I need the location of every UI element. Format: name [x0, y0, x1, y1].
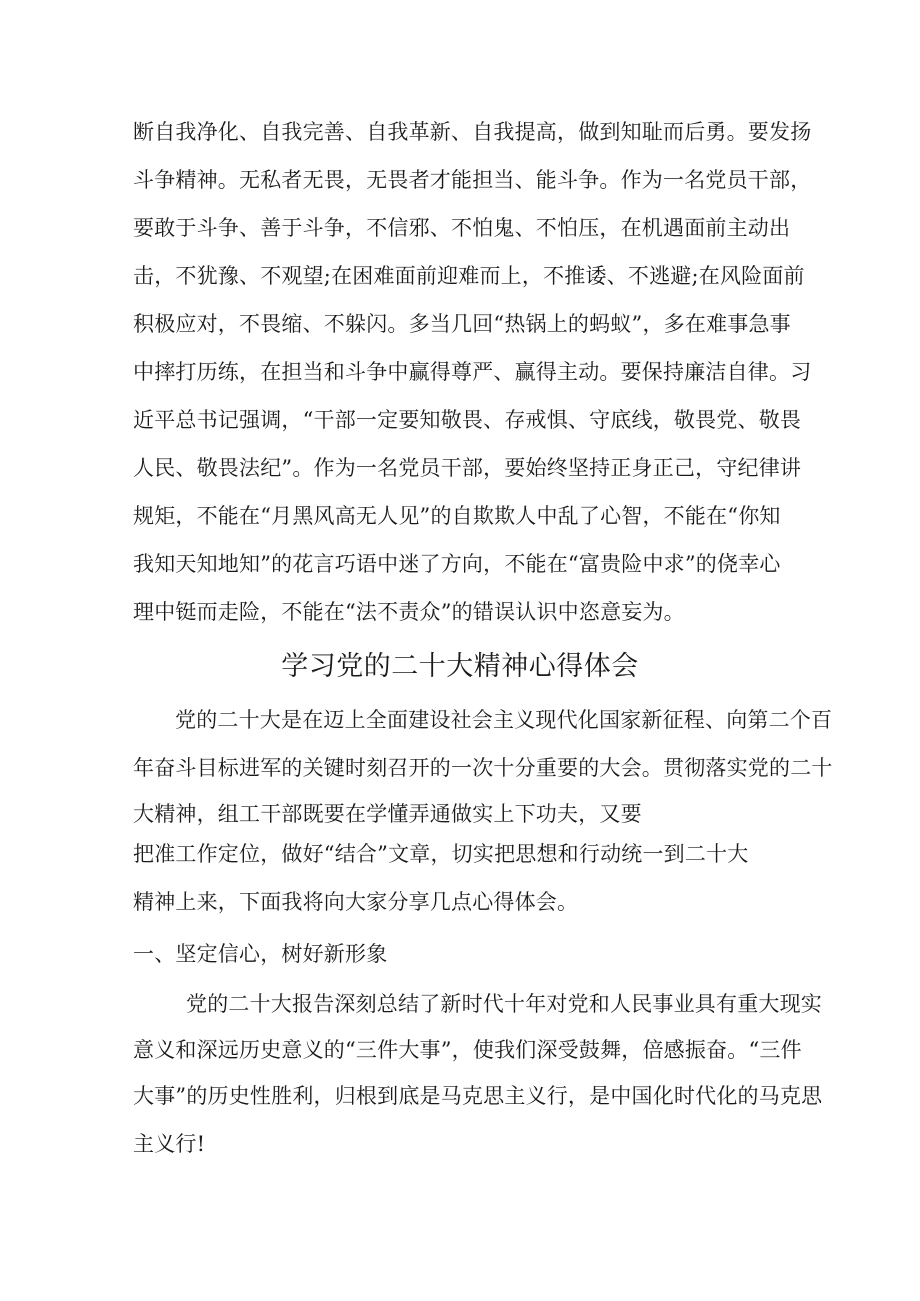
text-line: 把准工作定位，做好“结合”文章，切实把思想和行动统一到二十大	[133, 842, 749, 866]
text-line: 人民、敬畏法纪”。作为一名党员干部，要始终坚持正身正己，守纪律讲	[133, 456, 802, 480]
text-line: 意义和深远历史意义的“三件大事”，使我们深受鼓舞，倍感振奋。“三件	[133, 1038, 802, 1062]
text-line: 精神上来，下面我将向大家分享几点心得体会。	[133, 890, 579, 914]
document-title: 学习党的二十大精神心得体会	[281, 651, 639, 682]
text-line: 断自我净化、自我完善、自我革新、自我提高，做到知耻而后勇。要发扬	[133, 120, 812, 144]
text-line: 击，不犹豫、不观望;在困难面前迎难而上，不推诿、不逃避;在风险面前	[133, 264, 805, 288]
text-line: 规矩，不能在“月黑风高无人见”的自欺欺人中乱了心智，不能在“你知	[133, 504, 781, 528]
text-line: 积极应对，不畏缩、不躲闪。多当几回“热锅上的蚂蚁”，多在难事急事	[133, 312, 791, 336]
text-line: 理中铤而走险，不能在“法不责众”的错误认识中恣意妄为。	[133, 600, 685, 624]
text-line: 大事”的历史性胜利，归根到底是马克思主义行，是中国化时代化的马克思	[133, 1084, 823, 1108]
text-line: 党的二十大报告深刻总结了新时代十年对党和人民事业具有重大现实	[186, 992, 822, 1016]
section-heading: 一、坚定信心，树好新形象	[133, 942, 388, 966]
text-line: 近平总书记强调，“干部一定要知敬畏、存戒惧、守底线，敬畏党、敬畏	[133, 408, 802, 432]
text-line: 要敢于斗争、善于斗争，不信邪、不怕鬼、不怕压，在机遇面前主动出	[133, 216, 791, 240]
text-line: 中摔打历练，在担当和斗争中赢得尊严、赢得主动。要保持廉洁自律。习	[133, 360, 812, 384]
text-line: 党的二十大是在迈上全面建设社会主义现代化国家新征程、向第二个百	[175, 708, 833, 732]
text-line: 斗争精神。无私者无畏，无畏者才能担当、能斗争。作为一名党员干部，	[133, 168, 812, 192]
text-line: 主义行!	[133, 1132, 206, 1156]
text-line: 大精神，组工干部既要在学懂弄通做实上下功夫，又要	[133, 802, 642, 826]
text-line: 我知天知地知”的花言巧语中迷了方向，不能在“富贵险中求”的侥幸心	[133, 552, 781, 576]
text-line: 年奋斗目标进军的关键时刻召开的一次十分重要的大会。贯彻落实党的二十	[133, 756, 833, 780]
